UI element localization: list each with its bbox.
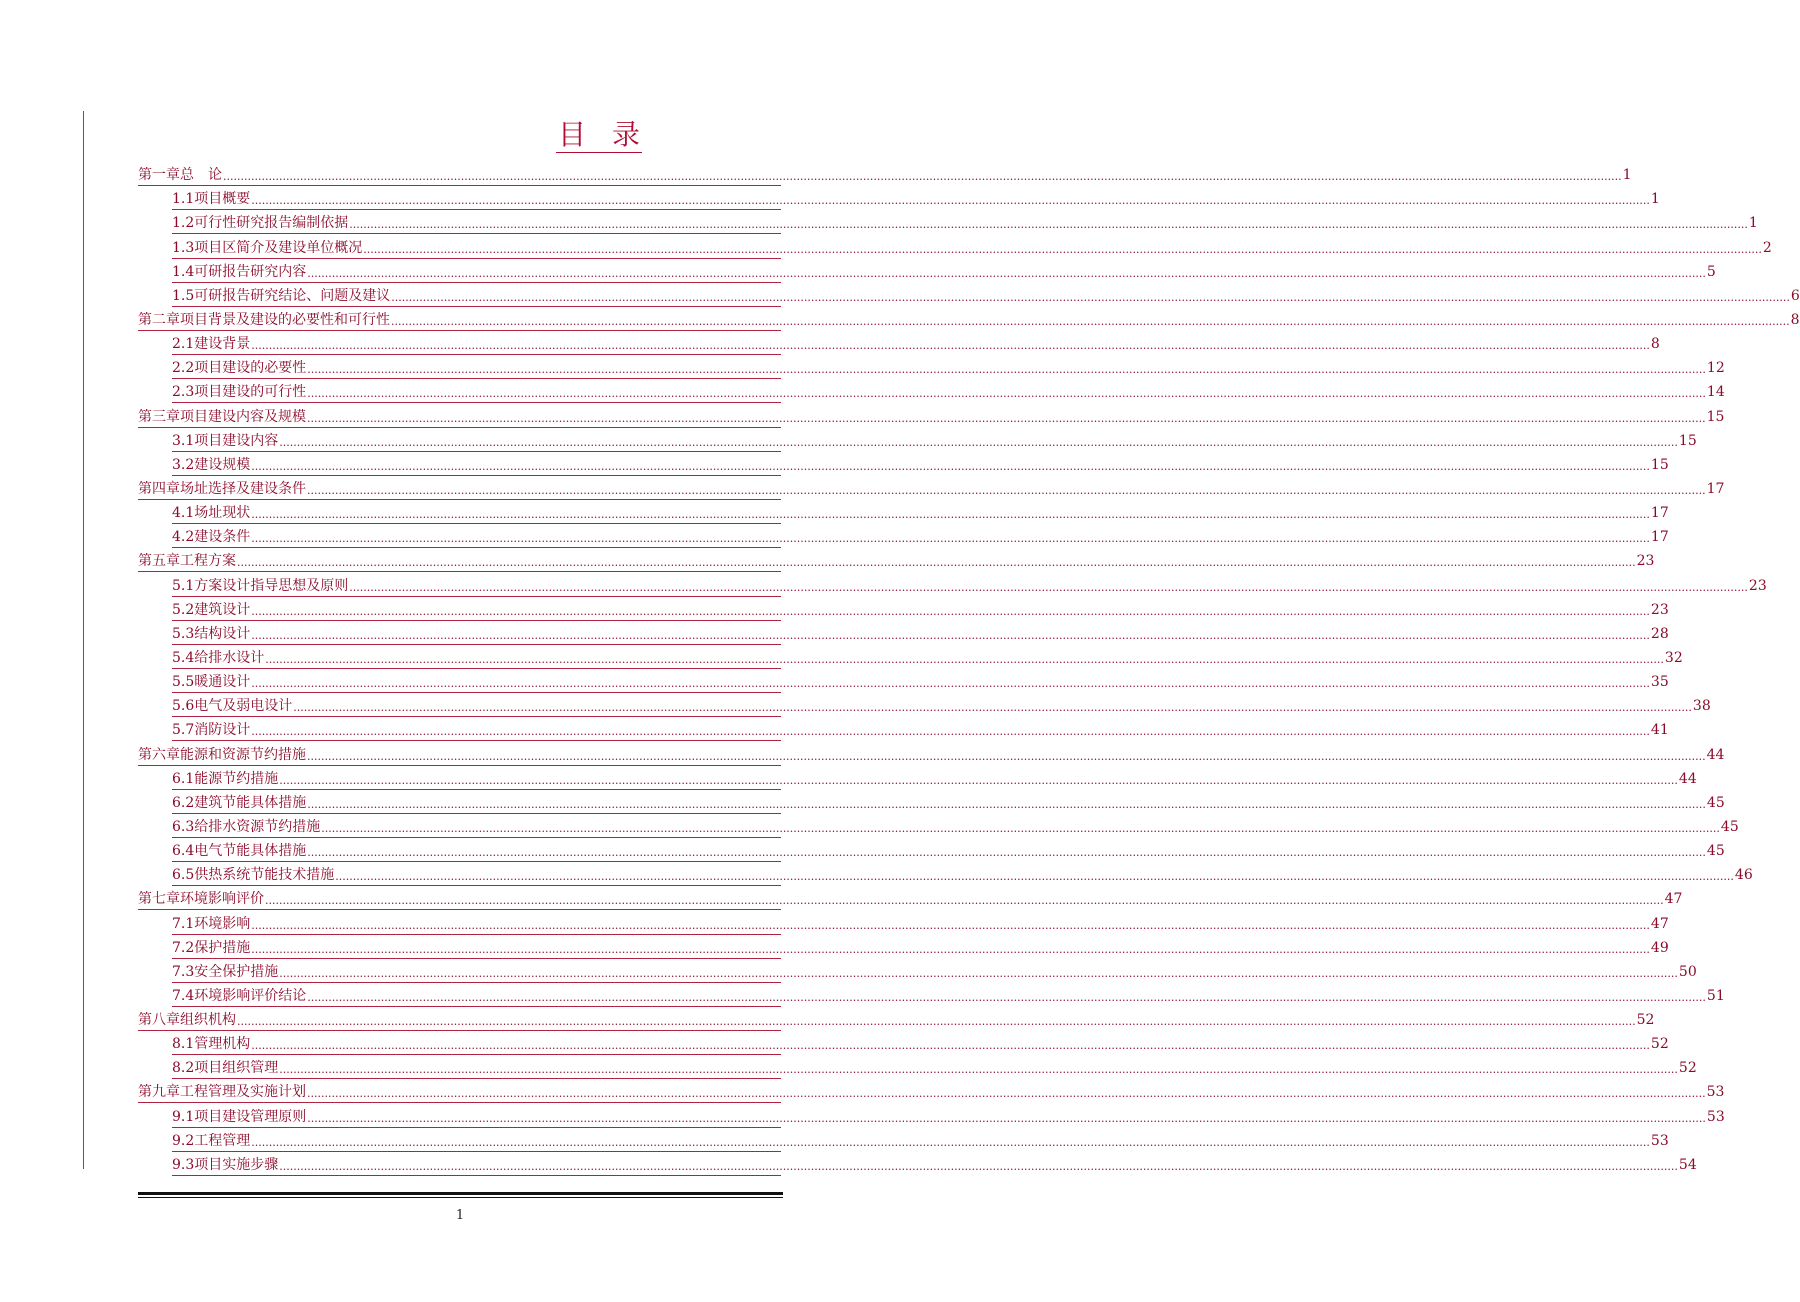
toc-section-link[interactable] [172, 983, 1725, 1007]
toc-entry-number: 1.4 [172, 263, 195, 280]
toc-entry-page: 32 [1664, 649, 1683, 666]
toc-entry-number: 6.3 [172, 818, 195, 835]
toc-entry-number: 5.7 [172, 722, 195, 739]
toc-entry-label: 项目背景及建设的必要性和可行性 [180, 311, 390, 328]
toc-section-link[interactable] [172, 524, 1669, 548]
toc-leader-dots: ................................................................................................................................................................................................................................................................................................................................................................................................................ [307, 1111, 1706, 1125]
toc-leader-dots: ................................................................................................................................................................................................................................................................................................................................................................................................................ [265, 652, 1664, 666]
toc-entry-label: 工程管理 [194, 1132, 251, 1149]
toc-leader-dots: ................................................................................................................................................................................................................................................................................................................................................................................................................ [279, 1159, 1678, 1173]
toc-section-link[interactable] [172, 621, 1669, 645]
toc-entry-number: 第二章 [138, 311, 180, 328]
toc-entry-number: 第一章 [138, 167, 180, 184]
toc-section-link[interactable] [172, 259, 1716, 283]
toc-entry-label: 安全保护措施 [194, 963, 279, 980]
toc-entry-label: 消防设计 [194, 722, 251, 739]
toc-entry-number: 第六章 [138, 746, 180, 763]
toc-entry-label: 建筑节能具体措施 [194, 794, 307, 811]
toc-entry-label: 给排水资源节约措施 [194, 818, 321, 835]
toc-entry-label: 给排水设计 [194, 649, 265, 666]
toc-leader-dots: ................................................................................................................................................................................................................................................................................................................................................................................................................ [251, 628, 1650, 642]
toc-chapter-link[interactable] [138, 403, 1725, 427]
toc-entry-label: 电气节能具体措施 [194, 843, 307, 860]
toc-entry-page: 35 [1650, 674, 1669, 691]
toc-leader-dots: ................................................................................................................................................................................................................................................................................................................................................................................................................ [307, 363, 1706, 377]
toc-section-link[interactable] [172, 717, 1669, 741]
toc-entry-number: 第四章 [138, 480, 180, 497]
toc-entry-label: 项目实施步骤 [194, 1156, 279, 1173]
toc-section-link[interactable] [172, 910, 1669, 934]
toc-section-link[interactable] [172, 838, 1725, 862]
toc-section-link[interactable] [172, 452, 1669, 476]
toc-entry-number: 6.1 [172, 770, 195, 787]
toc-leader-dots: ................................................................................................................................................................................................................................................................................................................................................................................................................ [349, 218, 1748, 232]
toc-section-link[interactable] [172, 355, 1725, 379]
toc-entry-label: 项目建设内容 [194, 432, 279, 449]
toc-leader-dots: ................................................................................................................................................................................................................................................................................................................................................................................................................ [307, 483, 1706, 497]
toc-entry-number: 3.1 [172, 432, 195, 449]
toc-entry-page: 1 [1748, 215, 1758, 232]
toc-section-link[interactable] [172, 645, 1683, 669]
toc-chapter-link[interactable] [138, 548, 1655, 572]
toc-entry-page: 53 [1706, 1084, 1725, 1101]
toc-entry-page: 15 [1678, 432, 1697, 449]
toc-leader-dots: ................................................................................................................................................................................................................................................................................................................................................................................................................ [251, 339, 1650, 353]
margin-line [83, 111, 84, 1169]
toc-entry-page: 23 [1748, 577, 1767, 594]
toc-entry-label: 项目建设管理原则 [194, 1108, 307, 1125]
footer-rule [138, 1192, 783, 1195]
toc-entry-number: 5.6 [172, 698, 195, 715]
toc-leader-dots: ................................................................................................................................................................................................................................................................................................................................................................................................................ [251, 918, 1650, 932]
toc-entry-label: 可研报告研究内容 [194, 263, 307, 280]
toc-entry-label: 建设规模 [194, 456, 251, 473]
toc-entry-page: 14 [1706, 384, 1725, 401]
toc-entry-number: 第三章 [138, 408, 180, 425]
toc-leader-dots: ................................................................................................................................................................................................................................................................................................................................................................................................................ [391, 314, 1790, 328]
toc-leader-dots: ................................................................................................................................................................................................................................................................................................................................................................................................................ [349, 580, 1748, 594]
toc-leader-dots: ................................................................................................................................................................................................................................................................................................................................................................................................................ [279, 435, 1678, 449]
toc-entry-number: 8.2 [172, 1060, 195, 1077]
toc-entry-page: 5 [1706, 263, 1716, 280]
toc-entry-number: 8.1 [172, 1036, 195, 1053]
toc-entry-page: 53 [1650, 1132, 1669, 1149]
toc-leader-dots: ................................................................................................................................................................................................................................................................................................................................................................................................................ [307, 846, 1706, 860]
toc-entry-label: 建设背景 [194, 336, 251, 353]
toc-section-link[interactable] [172, 935, 1669, 959]
toc-section-link[interactable] [172, 428, 1697, 452]
toc-section-link[interactable] [172, 1152, 1697, 1176]
toc-entry-label: 可行性研究报告编制依据 [194, 215, 349, 232]
toc-leader-dots: ................................................................................................................................................................................................................................................................................................................................................................................................................ [237, 556, 1636, 570]
page-number: 1 [455, 1208, 465, 1223]
toc-section-link[interactable] [172, 1031, 1669, 1055]
toc-entry-page: 45 [1706, 843, 1725, 860]
toc-leader-dots: ................................................................................................................................................................................................................................................................................................................................................................................................................ [251, 725, 1650, 739]
toc-leader-dots: ................................................................................................................................................................................................................................................................................................................................................................................................................ [251, 1135, 1650, 1149]
toc-entry-number: 6.4 [172, 843, 195, 860]
toc-entry-label: 电气及弱电设计 [194, 698, 293, 715]
toc-entry-page: 17 [1650, 505, 1669, 522]
toc-entry-label: 建筑设计 [194, 601, 251, 618]
toc-entry-page: 47 [1664, 891, 1683, 908]
toc-entry-label: 工程管理及实施计划 [180, 1084, 306, 1101]
toc-section-link[interactable] [172, 766, 1697, 790]
toc-leader-dots: ................................................................................................................................................................................................................................................................................................................................................................................................................ [251, 508, 1650, 522]
toc-entry-page: 23 [1636, 553, 1655, 570]
toc-entry-number: 7.3 [172, 963, 195, 980]
toc-leader-dots: ................................................................................................................................................................................................................................................................................................................................................................................................................ [307, 749, 1706, 763]
title-char-1: 目 [558, 118, 587, 151]
toc-section-link[interactable] [172, 790, 1725, 814]
toc-leader-dots: ................................................................................................................................................................................................................................................................................................................................................................................................................ [335, 870, 1734, 884]
toc-entry-page: 8 [1650, 336, 1660, 353]
toc-entry-number: 6.2 [172, 794, 195, 811]
toc-entry-label: 能源节约措施 [194, 770, 279, 787]
toc-entry-label: 环境影响评价结论 [194, 987, 307, 1004]
toc-leader-dots: ................................................................................................................................................................................................................................................................................................................................................................................................................ [307, 1087, 1706, 1101]
toc-entry-page: 49 [1650, 939, 1669, 956]
toc-entry-number: 4.1 [172, 505, 195, 522]
toc-leader-dots: ................................................................................................................................................................................................................................................................................................................................................................................................................ [307, 266, 1706, 280]
toc-section-link[interactable] [172, 186, 1660, 210]
toc-leader-dots: ................................................................................................................................................................................................................................................................................................................................................................................................................ [363, 242, 1762, 256]
toc-entry-page: 45 [1720, 818, 1739, 835]
toc-chapter-link[interactable] [138, 162, 1632, 186]
toc-entry-number: 7.4 [172, 987, 195, 1004]
toc-chapter-link[interactable] [138, 1079, 1725, 1103]
toc-section-link[interactable] [172, 814, 1739, 838]
toc-entry-label: 项目组织管理 [194, 1060, 279, 1077]
toc-entry-number: 1.3 [172, 239, 195, 256]
toc-entry-number: 第八章 [138, 1012, 180, 1029]
toc-leader-dots: ................................................................................................................................................................................................................................................................................................................................................................................................................ [251, 532, 1650, 546]
toc-section-link[interactable] [172, 1055, 1697, 1079]
toc-entry-page: 15 [1650, 456, 1669, 473]
toc-entry-number: 4.2 [172, 529, 195, 546]
toc-entry-page: 52 [1650, 1036, 1669, 1053]
toc-leader-dots: ................................................................................................................................................................................................................................................................................................................................................................................................................ [293, 701, 1692, 715]
toc-leader-dots: ................................................................................................................................................................................................................................................................................................................................................................................................................ [279, 1063, 1678, 1077]
toc-entry-page: 44 [1678, 770, 1697, 787]
toc-leader-dots: ................................................................................................................................................................................................................................................................................................................................................................................................................ [391, 290, 1790, 304]
toc-section-link[interactable] [172, 1103, 1725, 1127]
toc-leader-dots: ................................................................................................................................................................................................................................................................................................................................................................................................................ [251, 677, 1650, 691]
toc-chapter-link[interactable] [138, 741, 1725, 765]
toc-section-link[interactable] [172, 669, 1669, 693]
toc-entry-number: 5.3 [172, 625, 195, 642]
toc-entry-page: 52 [1678, 1060, 1697, 1077]
toc-entry-page: 51 [1706, 987, 1725, 1004]
toc-entry-label: 组织机构 [180, 1012, 236, 1029]
toc-entry-page: 53 [1706, 1108, 1725, 1125]
toc-entry-label: 总 论 [180, 167, 222, 184]
toc-entry-label: 项目区简介及建设单位概况 [194, 239, 363, 256]
toc-section-link[interactable] [172, 210, 1758, 234]
toc-chapter-link[interactable] [138, 886, 1683, 910]
toc-entry-number: 2.1 [172, 336, 195, 353]
toc-section-link[interactable] [172, 331, 1660, 355]
toc-entry-page: 12 [1706, 360, 1725, 377]
toc-section-link[interactable] [172, 597, 1669, 621]
toc-entry-number: 7.1 [172, 915, 195, 932]
toc-entry-number: 5.5 [172, 674, 195, 691]
toc-entry-page: 47 [1650, 915, 1669, 932]
toc-entry-label: 结构设计 [194, 625, 251, 642]
toc-entry-page: 46 [1734, 867, 1753, 884]
toc-entry-number: 6.5 [172, 867, 195, 884]
toc-chapter-link[interactable] [138, 476, 1725, 500]
toc-leader-dots: ................................................................................................................................................................................................................................................................................................................................................................................................................ [279, 773, 1678, 787]
toc-section-link[interactable] [172, 693, 1711, 717]
toc-entry-label: 管理机构 [194, 1036, 251, 1053]
toc-entry-number: 5.4 [172, 649, 195, 666]
toc-entry-label: 能源和资源节约措施 [180, 746, 306, 763]
toc-entry-page: 6 [1790, 287, 1800, 304]
toc-entry-label: 保护措施 [194, 939, 251, 956]
toc-leader-dots: ................................................................................................................................................................................................................................................................................................................................................................................................................ [307, 990, 1706, 1004]
toc-entry-page: 44 [1706, 746, 1725, 763]
toc-entry-page: 52 [1636, 1012, 1655, 1029]
toc-entry-number: 第九章 [138, 1084, 180, 1101]
toc-leader-dots: ................................................................................................................................................................................................................................................................................................................................................................................................................ [251, 194, 1650, 208]
toc-section-link[interactable] [172, 500, 1669, 524]
toc-entry-number: 1.2 [172, 215, 195, 232]
table-of-contents [138, 162, 1800, 1176]
toc-entry-number: 5.2 [172, 601, 195, 618]
toc-entry-label: 项目建设内容及规模 [180, 408, 306, 425]
toc-entry-page: 2 [1762, 239, 1772, 256]
toc-entry-page: 54 [1678, 1156, 1697, 1173]
toc-entry-page: 23 [1650, 601, 1669, 618]
toc-entry-page: 38 [1692, 698, 1711, 715]
page-title [556, 117, 642, 153]
toc-entry-label: 项目建设的可行性 [194, 384, 307, 401]
toc-entry-label: 暖通设计 [194, 674, 251, 691]
title-char-2: 录 [611, 118, 640, 151]
toc-entry-number: 1.5 [172, 287, 195, 304]
toc-leader-dots: ................................................................................................................................................................................................................................................................................................................................................................................................................ [307, 387, 1706, 401]
footer-rule-thin [138, 1197, 783, 1198]
toc-entry-number: 9.2 [172, 1132, 195, 1149]
toc-entry-number: 7.2 [172, 939, 195, 956]
toc-leader-dots: ................................................................................................................................................................................................................................................................................................................................................................................................................ [307, 411, 1706, 425]
toc-section-link[interactable] [172, 959, 1697, 983]
toc-section-link[interactable] [172, 283, 1800, 307]
toc-entry-label: 建设条件 [194, 529, 251, 546]
toc-entry-page: 50 [1678, 963, 1697, 980]
toc-entry-page: 1 [1650, 191, 1660, 208]
toc-entry-label: 项目概要 [194, 191, 251, 208]
toc-section-link[interactable] [172, 1128, 1669, 1152]
toc-entry-label: 项目建设的必要性 [194, 360, 307, 377]
toc-entry-label: 环境影响评价 [180, 891, 264, 908]
toc-leader-dots: ................................................................................................................................................................................................................................................................................................................................................................................................................ [251, 459, 1650, 473]
toc-entry-number: 9.3 [172, 1156, 195, 1173]
toc-leader-dots: ................................................................................................................................................................................................................................................................................................................................................................................................................ [279, 966, 1678, 980]
toc-leader-dots: ................................................................................................................................................................................................................................................................................................................................................................................................................ [251, 1039, 1650, 1053]
toc-entry-label: 场址选择及建设条件 [180, 480, 306, 497]
toc-entry-number: 第七章 [138, 891, 180, 908]
toc-leader-dots: ................................................................................................................................................................................................................................................................................................................................................................................................................ [223, 170, 1622, 184]
toc-leader-dots: ................................................................................................................................................................................................................................................................................................................................................................................................................ [237, 1015, 1636, 1029]
toc-entry-number: 9.1 [172, 1108, 195, 1125]
toc-section-link[interactable] [172, 379, 1725, 403]
toc-entry-page: 17 [1706, 480, 1725, 497]
toc-section-link[interactable] [172, 234, 1772, 258]
toc-entry-label: 环境影响 [194, 915, 251, 932]
toc-entry-number: 2.3 [172, 384, 195, 401]
toc-entry-number: 2.2 [172, 360, 195, 377]
toc-entry-page: 15 [1706, 408, 1725, 425]
toc-leader-dots: ................................................................................................................................................................................................................................................................................................................................................................................................................ [251, 942, 1650, 956]
toc-entry-page: 28 [1650, 625, 1669, 642]
toc-leader-dots: ................................................................................................................................................................................................................................................................................................................................................................................................................ [307, 797, 1706, 811]
toc-entry-page: 45 [1706, 794, 1725, 811]
toc-entry-number: 3.2 [172, 456, 195, 473]
toc-entry-label: 工程方案 [180, 553, 236, 570]
toc-leader-dots: ................................................................................................................................................................................................................................................................................................................................................................................................................ [321, 821, 1720, 835]
toc-section-link[interactable] [172, 862, 1753, 886]
toc-chapter-link[interactable] [138, 307, 1800, 331]
toc-entry-number: 5.1 [172, 577, 195, 594]
toc-entry-number: 1.1 [172, 191, 195, 208]
toc-entry-page: 41 [1650, 722, 1669, 739]
toc-entry-number: 第五章 [138, 553, 180, 570]
toc-chapter-link[interactable] [138, 1007, 1655, 1031]
toc-entry-page: 17 [1650, 529, 1669, 546]
toc-entry-label: 方案设计指导思想及原则 [194, 577, 349, 594]
toc-entry-page: 8 [1790, 311, 1800, 328]
toc-entry-label: 可研报告研究结论、问题及建议 [194, 287, 391, 304]
toc-section-link[interactable] [172, 572, 1767, 596]
toc-entry-page: 1 [1622, 167, 1632, 184]
toc-entry-label: 场址现状 [194, 505, 251, 522]
toc-leader-dots: ................................................................................................................................................................................................................................................................................................................................................................................................................ [251, 604, 1650, 618]
toc-leader-dots: ................................................................................................................................................................................................................................................................................................................................................................................................................ [265, 894, 1664, 908]
toc-entry-label: 供热系统节能技术措施 [194, 867, 335, 884]
